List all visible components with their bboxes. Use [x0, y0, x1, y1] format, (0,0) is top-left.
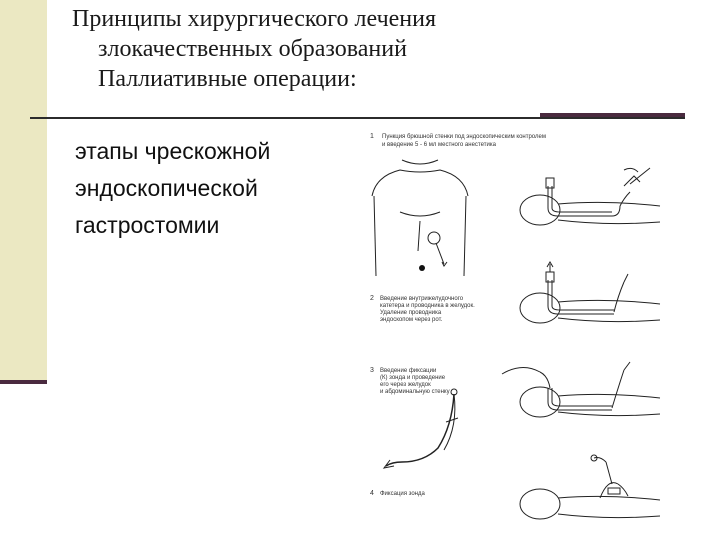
side-bar-accent-line — [0, 380, 47, 384]
decorative-side-bar — [0, 0, 47, 382]
step-3-caption-line-4: и абдоминальную стенку — [380, 389, 450, 395]
gastrostomy-illustration — [362, 126, 670, 540]
step-2-caption-line-3: Удаление проводника — [380, 310, 442, 316]
body-line-1: этапы чрескожной — [75, 138, 271, 164]
title-divider — [30, 117, 685, 119]
step-3-caption-line-2: (К) зонда и проведение — [380, 375, 446, 381]
slide-title — [72, 4, 532, 94]
step-3-number: 3 — [370, 367, 374, 374]
step-3-caption-line-1: Введение фиксации — [380, 368, 437, 374]
puncture-point-marker — [419, 265, 425, 271]
step-4-caption-line-1: Фиксация зонда — [380, 491, 425, 497]
title-divider-accent — [540, 113, 685, 117]
step-1-caption-line-2: и введение 5 - 6 мл местного анестетика — [382, 142, 496, 148]
step-3-caption-line-3: его через желудок — [380, 382, 431, 388]
step-2-patient-diagram — [520, 262, 660, 323]
step-4-number: 4 — [370, 490, 374, 497]
slide-body-text — [75, 133, 355, 244]
step-2-number: 2 — [370, 295, 374, 302]
step-2-caption-line-1: Введение внутрижелудочного — [380, 296, 464, 302]
step-2-caption-line-4: эндоскопом через рот. — [380, 317, 443, 323]
step-4-patient-diagram — [520, 455, 660, 519]
title-line-3: Паллиативные операции: — [98, 66, 357, 92]
step-3-patient-diagram — [502, 362, 660, 417]
title-line-1: Принципы хирургического лечения — [72, 6, 437, 32]
step-2-caption-line-2: катетера и проводника в желудок. — [380, 303, 475, 309]
gastrostomy-tube-diagram — [384, 389, 458, 468]
step-1-patient-diagram — [520, 168, 660, 225]
body-line-3: гастростомии — [75, 212, 220, 238]
title-line-2: злокачественных образований — [98, 36, 407, 62]
body-line-2: эндоскопической — [75, 175, 258, 201]
step-1-caption-line-1: Пункция брюшной стенки под эндоскопическим контролем — [382, 134, 546, 140]
torso-diagram — [372, 160, 468, 276]
step-1-number: 1 — [370, 133, 374, 140]
